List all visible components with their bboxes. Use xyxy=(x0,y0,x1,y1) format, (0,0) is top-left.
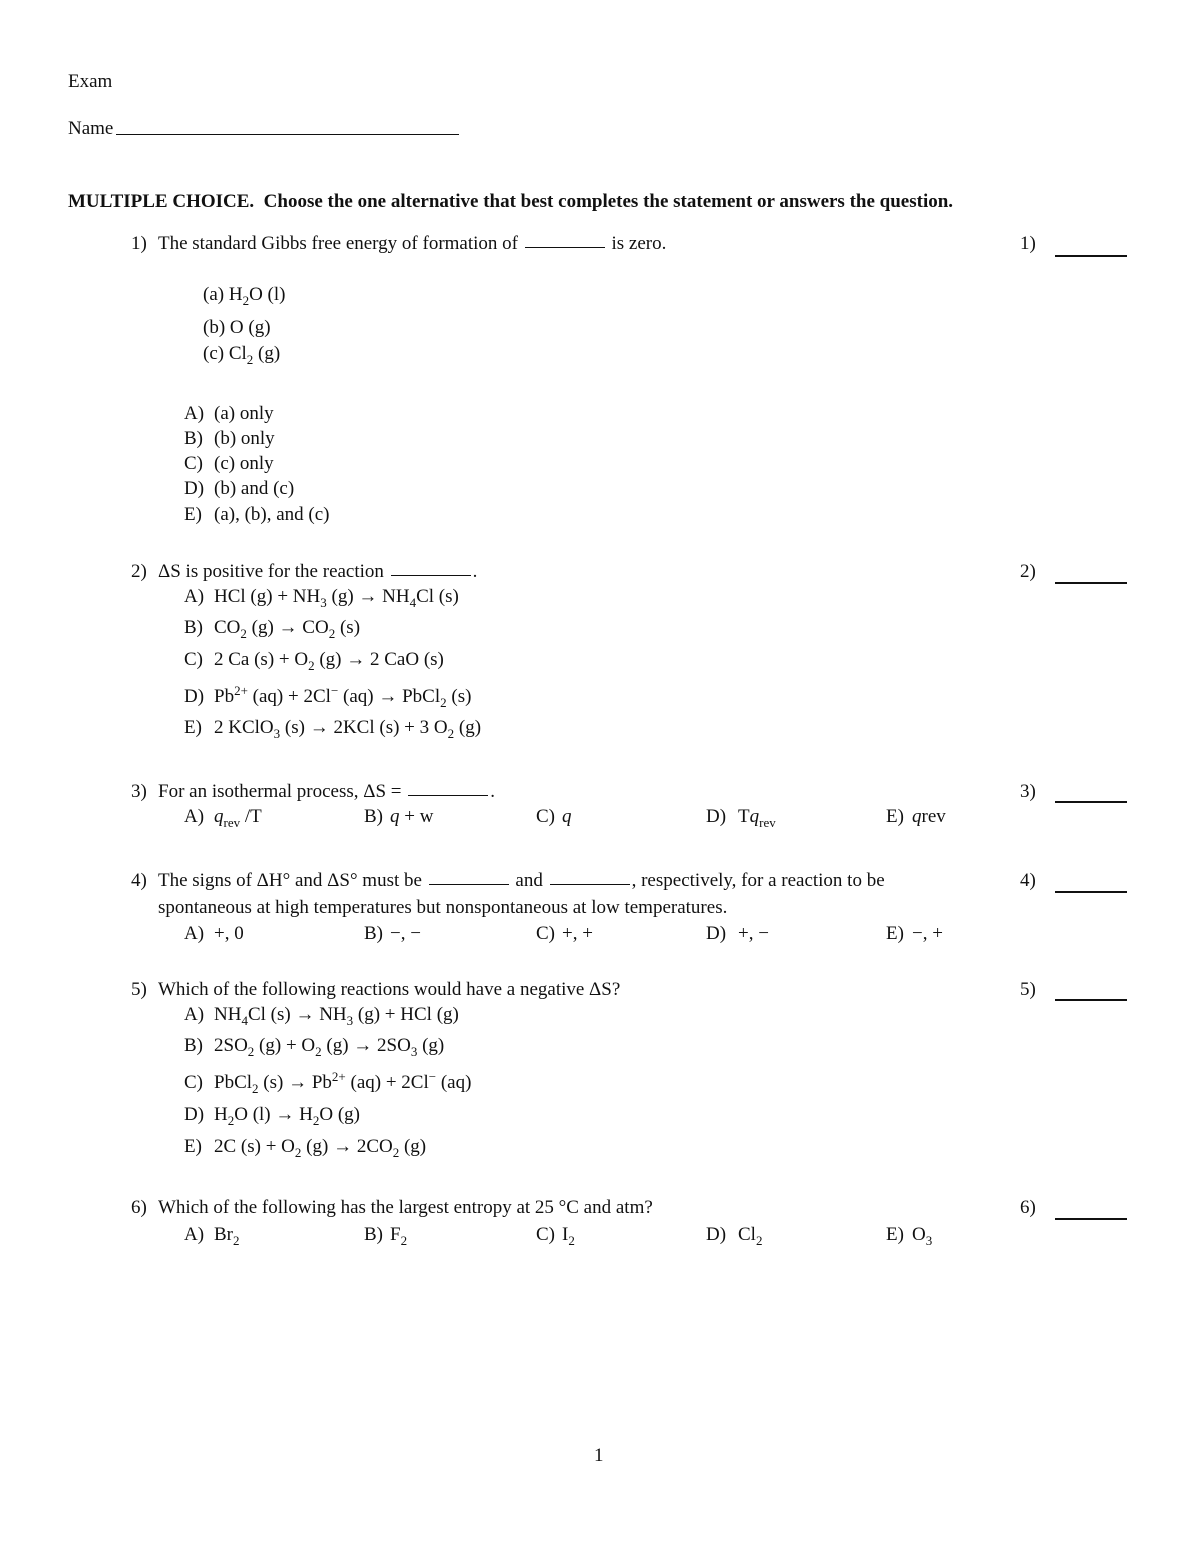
q1-option-e-text: (a), (b), and (c) xyxy=(214,504,330,525)
q3-option-b-text: q + w xyxy=(390,806,434,827)
q1-option-b-label[interactable]: B) xyxy=(184,428,203,449)
instructions-text: Choose the one alternative that best completes the statement or answers the question. xyxy=(263,191,954,212)
q2-option-b-text: $CO_2$ $(g) \to CO_2$ (s) xyxy=(214,617,361,641)
q4-option-c-label[interactable]: C) xyxy=(536,923,555,944)
question-2-number: 2) xyxy=(131,561,147,582)
question-4-number: 4) xyxy=(131,870,147,891)
question-6-stem: Which of the following has the largest entropy at 25 °C and atm? xyxy=(158,1197,653,1218)
q2-option-c-label[interactable]: C) xyxy=(184,649,203,670)
q2-option-e-text: 2 KClO$_3$ (s) → 2KCl (s) + 3 $O_2$ (g) xyxy=(214,717,482,741)
response-3-label: 3) xyxy=(1020,781,1036,802)
q6-option-a-text: $Br_2$ xyxy=(214,1224,240,1248)
fill-blank xyxy=(525,246,605,248)
question-2-stem: ΔS is positive for the reaction . xyxy=(158,561,478,582)
question-1-number: 1) xyxy=(131,233,147,254)
q6-option-d-text: $Cl_2$ xyxy=(738,1224,763,1248)
q4-option-b-text: −, − xyxy=(390,923,421,944)
q5-option-c-label[interactable]: C) xyxy=(184,1072,203,1093)
q2-option-a-text: HCl $(g) + NH_3$ $(g) \to NH_4Cl$ (s) xyxy=(214,586,459,610)
page-number: 1 xyxy=(594,1445,604,1466)
q2-option-b-label[interactable]: B) xyxy=(184,617,203,638)
q5-option-c-text: PbCl$_2$ $(s) \to Pb^{2+}$ (aq) + 2Cl− (aq) xyxy=(214,1069,472,1096)
q6-option-e-text: $O_3$ xyxy=(912,1224,933,1248)
q4-option-d-text: +, − xyxy=(738,923,769,944)
instructions-heading: MULTIPLE CHOICE. xyxy=(68,191,255,212)
q4-option-a-text: +, 0 xyxy=(214,923,244,944)
q3-option-b-label[interactable]: B) xyxy=(364,806,383,827)
q5-option-b-text: $2SO_2$ $(g) + O_2$ $(g) \to 2SO_3$ (g) xyxy=(214,1035,445,1059)
q4-option-b-label[interactable]: B) xyxy=(364,923,383,944)
q3-option-c-text: q xyxy=(562,806,572,827)
question-4-stem: The signs of ΔH° and ΔS° must be and , respectively, for a reaction to be xyxy=(158,870,885,891)
q6-option-d-label[interactable]: D) xyxy=(706,1224,727,1245)
response-2-line[interactable] xyxy=(1055,582,1127,584)
name-field-line[interactable] xyxy=(116,134,459,135)
response-5-line[interactable] xyxy=(1055,999,1127,1001)
q1-option-b-text: (b) only xyxy=(214,428,275,449)
q6-option-c-label[interactable]: C) xyxy=(536,1224,555,1245)
question-3-number: 3) xyxy=(131,781,147,802)
question-5-stem: Which of the following reactions would have a negative ΔS? xyxy=(158,979,621,1000)
question-4-stem-line2: spontaneous at high temperatures but nonspontaneous at low temperatures. xyxy=(158,897,728,918)
q3-option-e-text: qrev xyxy=(912,806,946,827)
q5-option-e-label[interactable]: E) xyxy=(184,1136,202,1157)
instructions xyxy=(68,192,953,211)
q2-option-d-text: $Pb^{2+}$ (aq) + 2Cl− (aq) → PbCl$_2$ (s) xyxy=(214,683,472,710)
q5-option-a-text: $NH_4Cl$ $(s) \to NH_3$ (g) + HCl (g) xyxy=(214,1004,459,1028)
q1-option-a-label[interactable]: A) xyxy=(184,403,205,424)
q3-option-a-label[interactable]: A) xyxy=(184,806,205,827)
q1-option-d-text: (b) and (c) xyxy=(214,478,295,499)
q1-subitem-c: (c) $Cl_2$ (g) xyxy=(203,343,281,367)
q1-option-e-label[interactable]: E) xyxy=(184,504,202,525)
q4-option-d-label[interactable]: D) xyxy=(706,923,727,944)
fill-blank xyxy=(391,574,471,576)
fill-blank xyxy=(550,883,630,885)
q6-option-b-text: $F_2$ xyxy=(390,1224,408,1248)
q3-option-d-label[interactable]: D) xyxy=(706,806,727,827)
q4-option-e-text: −, + xyxy=(912,923,943,944)
question-6-number: 6) xyxy=(131,1197,147,1218)
q5-option-a-label[interactable]: A) xyxy=(184,1004,205,1025)
response-6-label: 6) xyxy=(1020,1197,1036,1218)
response-2-label: 2) xyxy=(1020,561,1036,582)
q1-option-a-text: (a) only xyxy=(214,403,274,424)
q3-option-a-text: $q_{rev}$ /T xyxy=(214,806,262,830)
q5-option-d-label[interactable]: D) xyxy=(184,1104,205,1125)
exam-title: Exam xyxy=(68,71,113,92)
q1-subitem-b: (b) O (g) xyxy=(203,317,271,338)
name-label: Name xyxy=(68,118,114,139)
response-4-line[interactable] xyxy=(1055,891,1127,893)
q2-option-c-text: 2 Ca $(s) + O_2$ (g) → 2 CaO (s) xyxy=(214,649,444,673)
question-3-stem: For an isothermal process, ΔS = . xyxy=(158,781,496,802)
q1-option-c-text: (c) only xyxy=(214,453,274,474)
fill-blank xyxy=(429,883,509,885)
q3-option-d-text: $Tq_{rev}$ xyxy=(738,806,776,830)
q4-option-c-text: +, + xyxy=(562,923,593,944)
q6-option-a-label[interactable]: A) xyxy=(184,1224,205,1245)
question-5-number: 5) xyxy=(131,979,147,1000)
fill-blank xyxy=(408,794,488,796)
response-5-label: 5) xyxy=(1020,979,1036,1000)
q3-option-e-label[interactable]: E) xyxy=(886,806,904,827)
response-1-line[interactable] xyxy=(1055,255,1127,257)
response-4-label: 4) xyxy=(1020,870,1036,891)
response-1-label: 1) xyxy=(1020,233,1036,254)
q1-option-c-label[interactable]: C) xyxy=(184,453,203,474)
q6-option-b-label[interactable]: B) xyxy=(364,1224,383,1245)
q2-option-e-label[interactable]: E) xyxy=(184,717,202,738)
q6-option-c-text: $I_2$ xyxy=(562,1224,575,1248)
response-3-line[interactable] xyxy=(1055,801,1127,803)
response-6-line[interactable] xyxy=(1055,1218,1127,1220)
q5-option-b-label[interactable]: B) xyxy=(184,1035,203,1056)
q5-option-d-text: $H_2O$ $(l) \to H_2O$ (g) xyxy=(214,1104,361,1128)
q3-option-c-label[interactable]: C) xyxy=(536,806,555,827)
q4-option-e-label[interactable]: E) xyxy=(886,923,904,944)
q2-option-d-label[interactable]: D) xyxy=(184,686,205,707)
q6-option-e-label[interactable]: E) xyxy=(886,1224,904,1245)
q2-option-a-label[interactable]: A) xyxy=(184,586,205,607)
q4-option-a-label[interactable]: A) xyxy=(184,923,205,944)
question-1-stem: The standard Gibbs free energy of formation of is zero. xyxy=(158,233,667,254)
q1-subitem-a: (a) $H_2O$ (l) xyxy=(203,284,286,308)
q1-option-d-label[interactable]: D) xyxy=(184,478,205,499)
q5-option-e-text: 2C $(s) + O_2$ $(g) \to 2CO_2$ (g) xyxy=(214,1136,427,1160)
